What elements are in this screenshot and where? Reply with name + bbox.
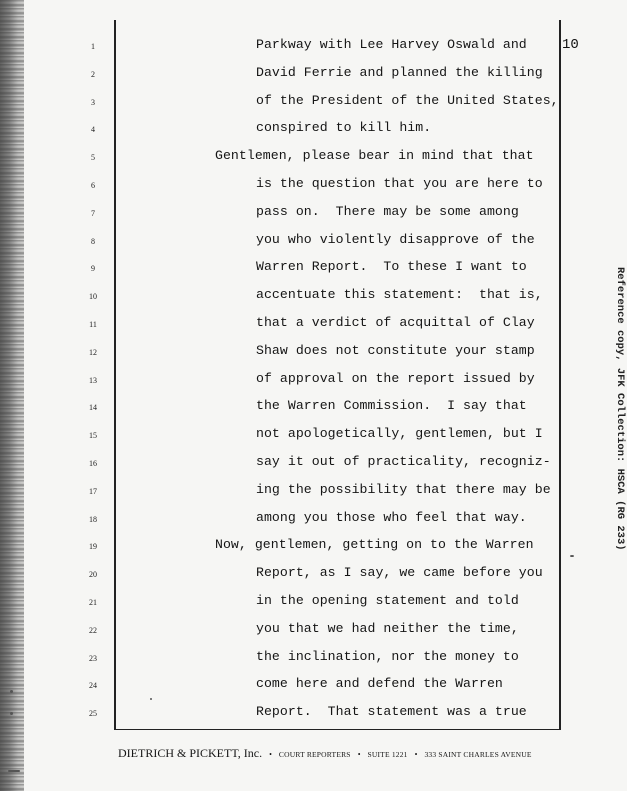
- line-number: 21: [89, 598, 97, 607]
- line-number: 8: [91, 236, 95, 246]
- line-number: 2: [91, 69, 95, 79]
- transcript-line: that a verdict of acquittal of Clay: [256, 315, 535, 330]
- scan-speck: [8, 770, 20, 772]
- line-number: 3: [91, 97, 95, 107]
- scan-speck: [150, 698, 152, 700]
- line-number: 12: [89, 347, 97, 357]
- transcript-line: Report. That statement was a true: [256, 704, 527, 720]
- transcript-line: Now, gentlemen, getting on to the Warren: [215, 537, 534, 553]
- line-number: 10: [89, 292, 97, 302]
- line-number: 25: [89, 709, 97, 719]
- transcript-line: of the President of the United States,: [256, 92, 559, 108]
- line-number: 6: [91, 181, 95, 190]
- transcript-line: Report, as I say, we came before you: [256, 565, 543, 581]
- transcript-line: you that we had neither the time,: [256, 620, 519, 636]
- transcript-line: not apologetically, gentlemen, but I: [256, 426, 543, 442]
- footer-address: 333 SAINT CHARLES AVENUE: [424, 750, 532, 759]
- line-number: 1: [91, 42, 95, 51]
- line-number: 14: [89, 403, 97, 413]
- line-number: 11: [89, 320, 97, 329]
- scan-speck: [10, 712, 13, 715]
- line-number: 5: [91, 153, 95, 163]
- transcript-line: pass on. There may be some among: [256, 203, 519, 219]
- transcript-line: accentuate this statement: that is,: [256, 287, 543, 303]
- reference-copy-stamp: Reference copy, JFK Collection: HSCA (RG 233): [614, 267, 626, 551]
- transcript-line: Gentlemen, please bear in mind that that: [215, 148, 534, 164]
- line-number: 22: [89, 625, 97, 635]
- transcript-line: you who violently disapprove of the: [256, 231, 535, 247]
- footer-suite: SUITE 1221: [367, 750, 408, 759]
- footer-firm-name: DIETRICH & PICKETT, Inc.: [118, 746, 263, 760]
- line-number: 4: [91, 125, 95, 135]
- footer: [118, 744, 558, 762]
- footer-separator: •: [414, 750, 418, 759]
- transcript-line: come here and defend the Warren: [256, 676, 503, 692]
- transcript-line: say it out of practicality, recogniz-: [256, 454, 551, 469]
- footer-separator: •: [357, 750, 361, 759]
- footer-separator: •: [269, 750, 272, 759]
- transcript-line: among you those who feel that way.: [256, 509, 527, 525]
- transcript-line: the inclination, nor the money to: [256, 648, 519, 664]
- transcript-line: is the question that you are here to: [256, 176, 543, 191]
- transcript-line: David Ferrie and planned the killing: [256, 64, 543, 80]
- line-number: 19: [89, 542, 97, 552]
- line-number: 20: [89, 570, 97, 580]
- line-number: 15: [89, 431, 97, 441]
- footer-role: COURT REPORTERS: [278, 750, 351, 759]
- line-number: 13: [89, 375, 97, 385]
- transcript-line: Warren Report. To these I want to: [256, 259, 527, 275]
- line-number: 17: [89, 486, 97, 496]
- transcript-line: conspired to kill him.: [256, 120, 432, 136]
- scan-speck: [570, 555, 574, 557]
- scan-binding-edge: [0, 0, 24, 791]
- transcript-line: Shaw does not constitute your stamp: [256, 342, 535, 358]
- line-number: 18: [89, 514, 97, 524]
- line-number: 9: [91, 264, 95, 274]
- line-number: 7: [91, 208, 95, 218]
- line-number: 23: [89, 653, 97, 663]
- line-number: 24: [89, 681, 97, 691]
- page-number: 10: [562, 37, 579, 53]
- line-number: 16: [89, 459, 97, 468]
- transcript-line: the Warren Commission. I say that: [256, 398, 527, 414]
- scan-speck: [10, 690, 13, 693]
- transcript-line: of approval on the report issued by: [256, 370, 535, 386]
- transcript-line: ing the possibility that there may be: [256, 481, 551, 497]
- transcript-line: in the opening statement and told: [256, 593, 519, 608]
- transcript-line: Parkway with Lee Harvey Oswald and: [256, 37, 527, 52]
